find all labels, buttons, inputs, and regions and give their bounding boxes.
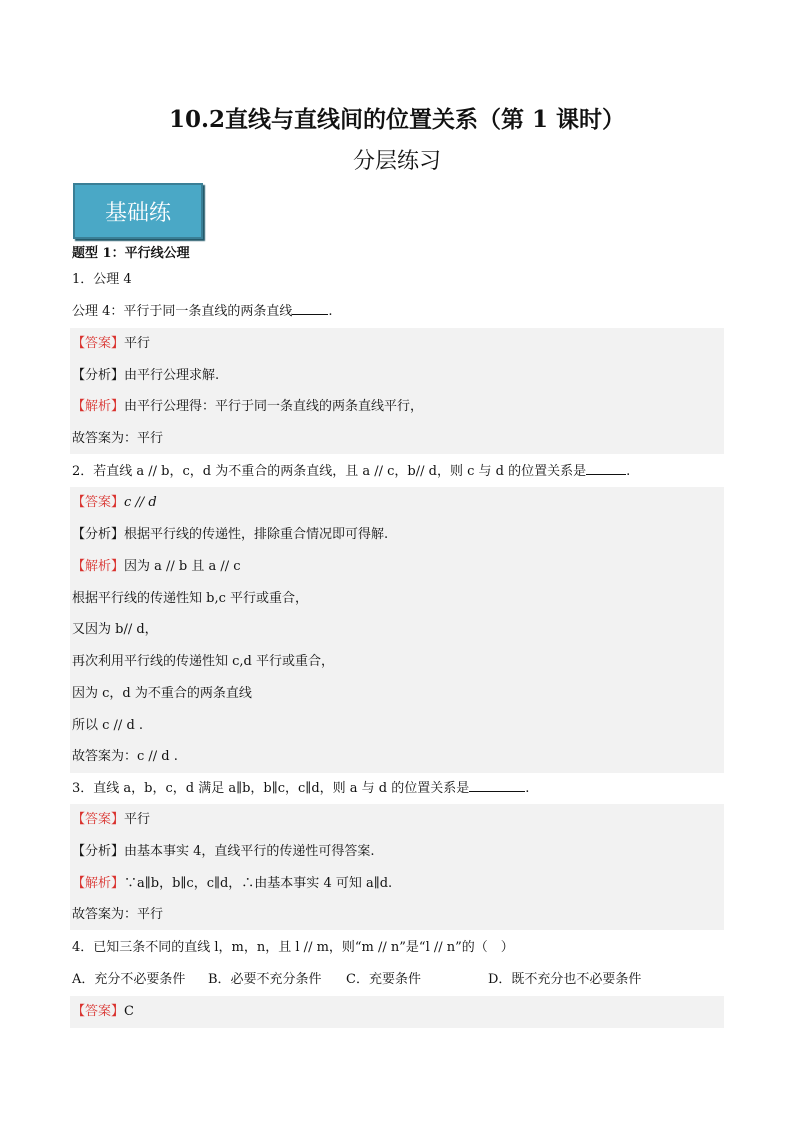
q1-analysis-text: 由平行公理求解.: [124, 368, 220, 383]
q3-blank: [469, 791, 525, 792]
q2-solution-text: 因为 a // b 且 a // c: [124, 559, 241, 574]
q2-analysis: [72, 526, 388, 544]
q3-answer-box: [70, 804, 724, 930]
q4-answer-value: C: [124, 1004, 134, 1019]
q2-blank: [586, 474, 626, 475]
document-subtitle: 分层练习: [352, 149, 441, 174]
analysis-tag: 【分析】: [72, 527, 125, 542]
q4-option-d: D．既不充分也不必要条件: [488, 972, 642, 987]
q3-answer-value: 平行: [124, 812, 151, 827]
q1-conclusion: 故答案为：平行: [72, 431, 164, 446]
q4-option-b: B．必要不充分条件: [208, 972, 322, 987]
q1-stem-text: 公理 4：平行于同一条直线的两条直线: [72, 304, 293, 319]
q3-analysis-text: 由基本事实 4，直线平行的传递性可得答案.: [124, 844, 375, 859]
q2-answer: [72, 494, 157, 512]
q3-stem: [72, 780, 529, 798]
q1-solution-text: 由平行公理得：平行于同一条直线的两条直线平行，: [124, 399, 424, 414]
q4-option-c: C．充要条件: [346, 972, 421, 987]
solution-tag: 【解析】: [72, 399, 125, 414]
q3-solution: [72, 875, 392, 893]
answer-tag: 【答案】: [72, 812, 125, 827]
q2-analysis-text: 根据平行线的传递性，排除重合情况即可得解.: [124, 527, 389, 542]
q1-answer-value: 平行: [124, 336, 151, 351]
q4-option-a: A．充分不必要条件: [72, 972, 186, 987]
q3-answer: [72, 811, 150, 829]
q2-line3: 再次利用平行线的传递性知 c,d 平行或重合，: [72, 654, 334, 669]
q3-stem-text: 3．直线 a，b，c，d 满足 a∥b，b∥c，c∥d，则 a 与 d 的位置关系是: [72, 781, 470, 796]
answer-tag: 【答案】: [72, 336, 125, 351]
analysis-tag: 【分析】: [72, 844, 125, 859]
answer-tag: 【答案】: [72, 1004, 125, 1019]
solution-tag: 【解析】: [72, 559, 125, 574]
q3-stem-end: .: [525, 781, 530, 796]
q1-stem-end: .: [328, 304, 333, 319]
q1-analysis: [72, 367, 219, 385]
type-heading: 题型 1：平行线公理: [72, 246, 190, 261]
q4-answer-box: [70, 996, 724, 1028]
section-badge: 基础练: [73, 183, 203, 239]
document-title: 10.2直线与直线间的位置关系（第 1 课时）: [168, 106, 626, 133]
solution-tag: 【解析】: [72, 876, 125, 891]
answer-tag: 【答案】: [72, 495, 125, 510]
q2-line2: 又因为 b// d，: [72, 622, 158, 637]
q2-line5: 所以 c // d .: [72, 718, 144, 733]
q2-solution: [72, 558, 241, 576]
q3-conclusion: 故答案为：平行: [72, 907, 164, 922]
analysis-tag: 【分析】: [72, 368, 125, 383]
q2-line1: 根据平行线的传递性知 b,c 平行或重合，: [72, 591, 308, 606]
q3-analysis: [72, 843, 375, 861]
q1-blank: [292, 314, 328, 315]
q1-solution: [72, 398, 423, 416]
q2-answer-value: c // d: [124, 495, 157, 510]
q2-stem: [72, 463, 630, 481]
q1-stem: [72, 303, 333, 321]
q4-stem: 4．已知三条不同的直线 l，m，n，且 l // m，则“m // n”是“l // n”的（ ）: [72, 940, 514, 955]
q4-options: [72, 971, 641, 989]
q2-line4: 因为 c，d 为不重合的两条直线: [72, 686, 252, 701]
q2-stem-end: .: [626, 464, 631, 479]
q1-answer-box: [70, 328, 724, 454]
q2-conclusion: 故答案为：c // d .: [72, 749, 178, 764]
q1-number: 1．公理 4: [72, 272, 132, 287]
q1-answer: [72, 335, 150, 353]
q2-stem-text: 2．若直线 a // b，c，d 为不重合的两条直线，且 a // c，b// d，则 c 与 d 的位置关系是: [72, 464, 587, 479]
q3-solution-text: ∵a∥b，b∥c，c∥d，∴由基本事实 4 可知 a∥d.: [124, 876, 393, 891]
q4-answer: [72, 1003, 134, 1021]
